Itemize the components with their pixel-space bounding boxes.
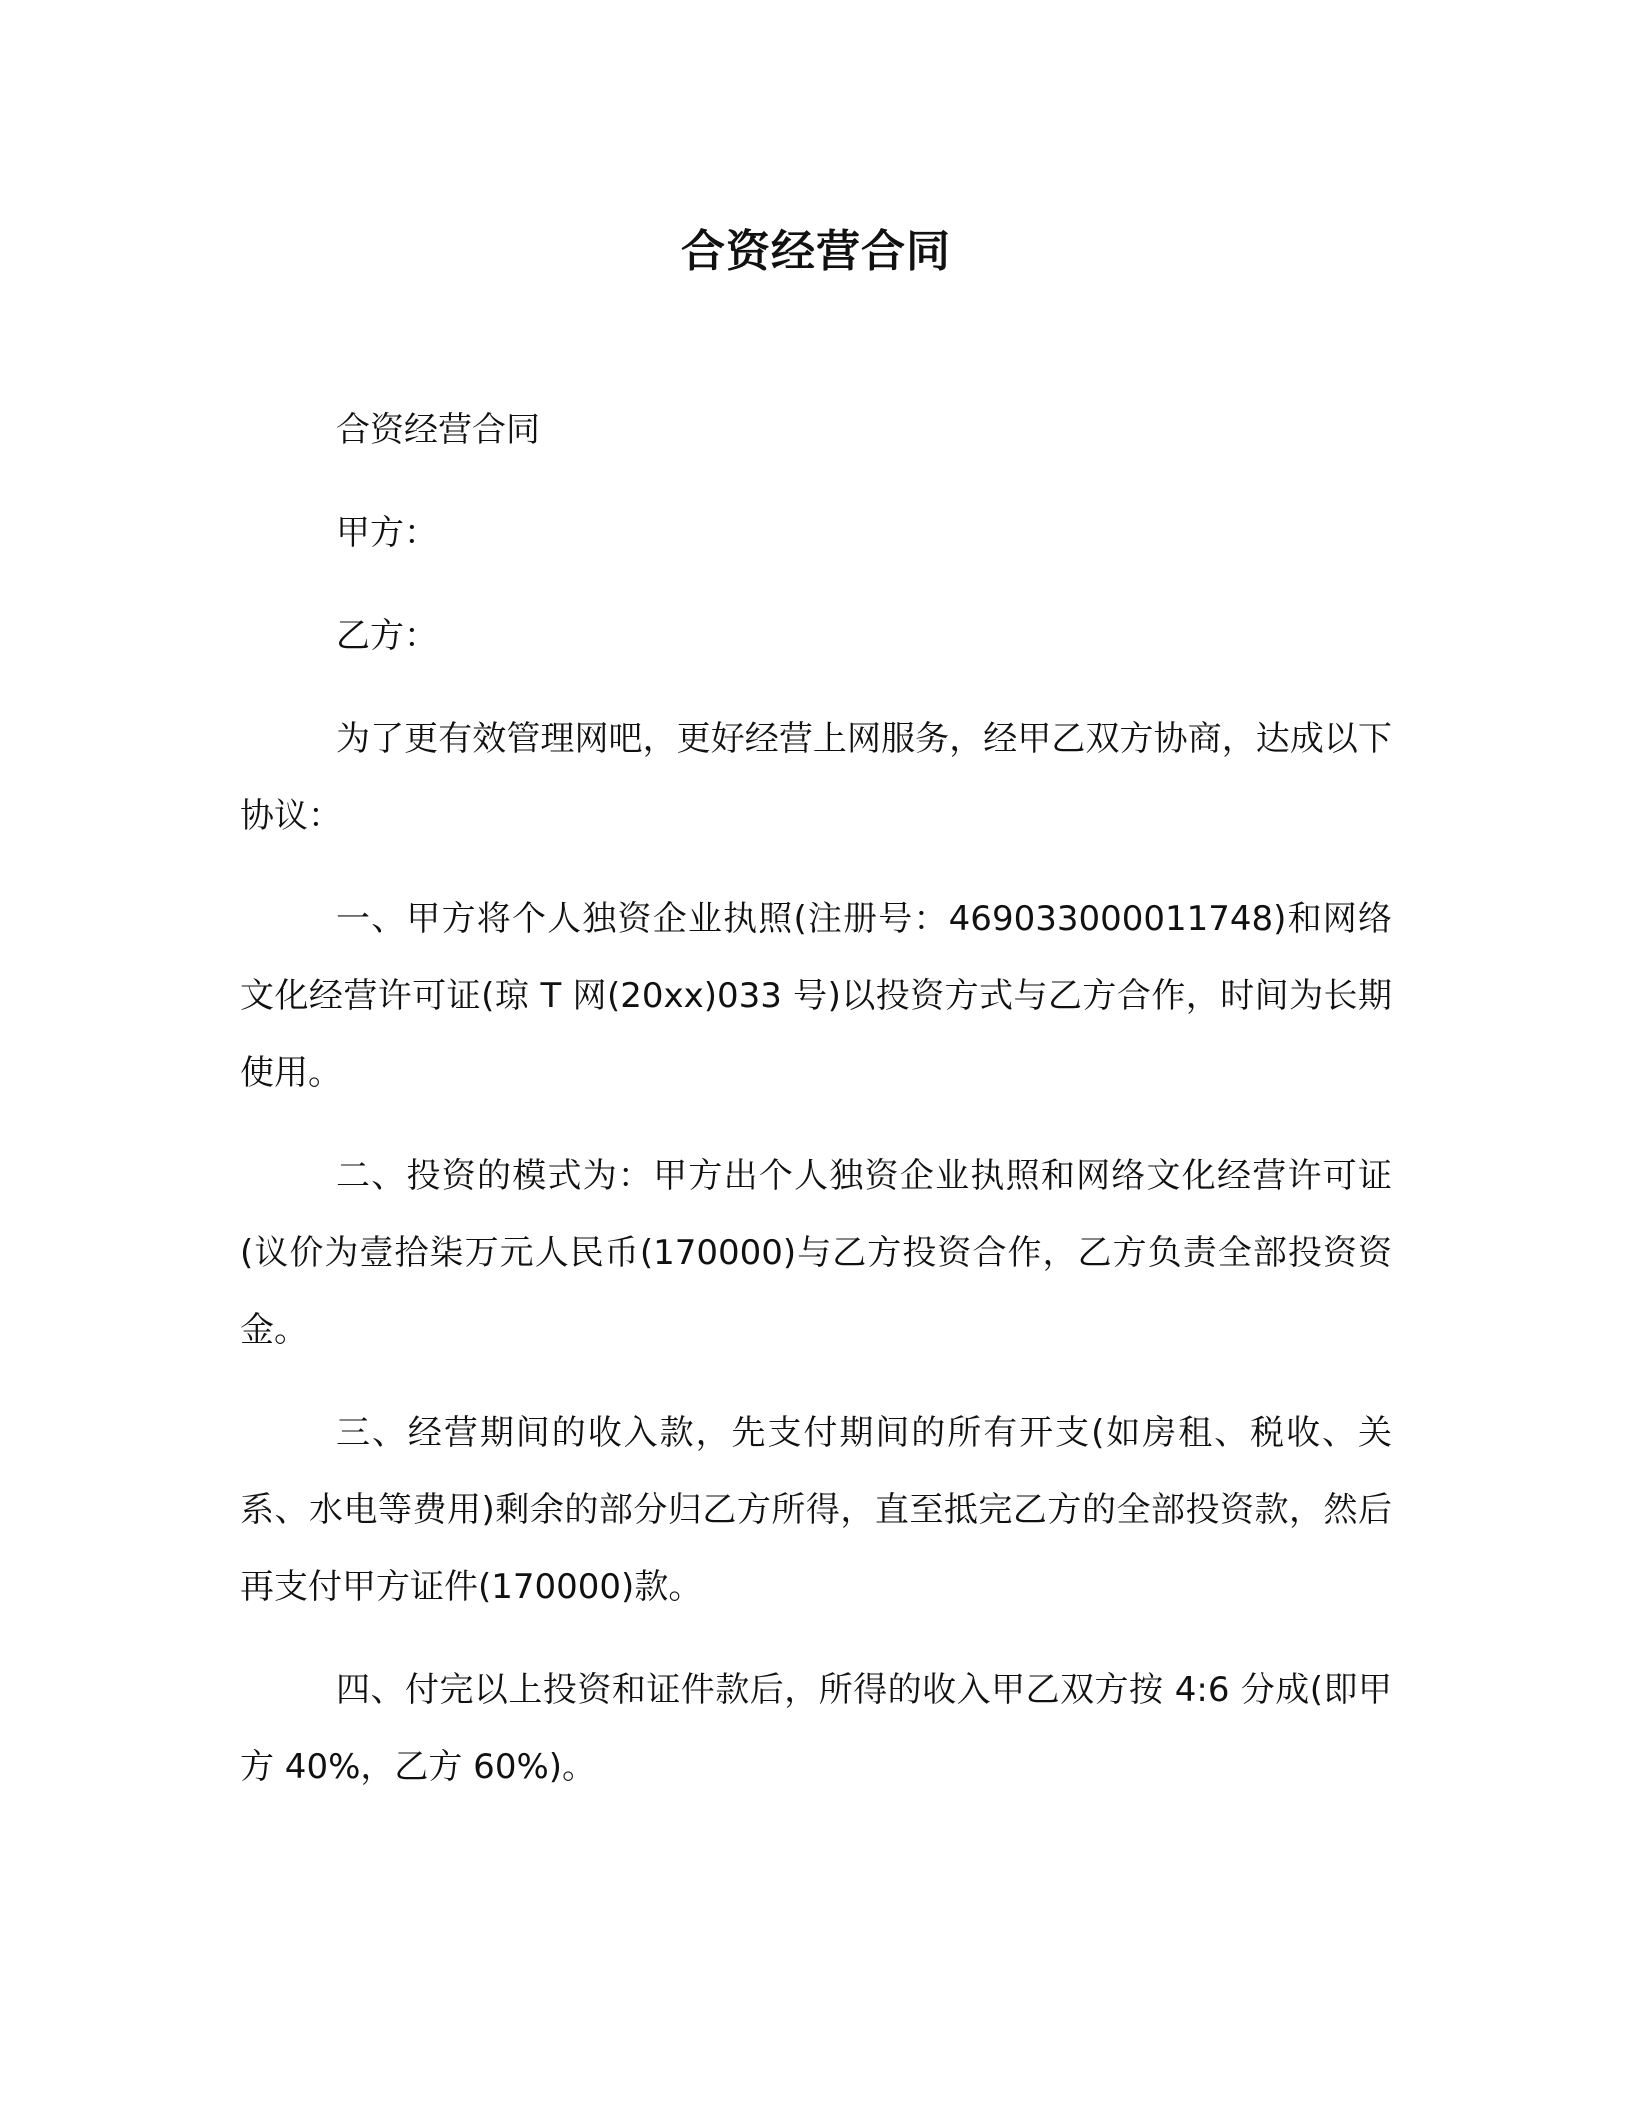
paragraph-heading: 合资经营合同 (336, 410, 540, 450)
document-body (240, 392, 1392, 1832)
paragraph-party-a: 甲方： (336, 513, 438, 553)
paragraph-clause-1: 一、甲方将个人独资企业执照(注册号：469033000011748)和网络文化经营许可证(琼 T 网(20xx)033 号)以投资方式与乙方合作，时间为长期使用。 (240, 899, 1392, 1093)
paragraph-clause-2: 二、投资的模式为：甲方出个人独资企业执照和网络文化经营许可证(议价为壹拾柒万元人民币(170000)与乙方投资合作，乙方负责全部投资资金。 (240, 1156, 1392, 1350)
paragraph-party-b: 乙方： (336, 616, 438, 656)
paragraph-clause-4: 四、付完以上投资和证件款后，所得的收入甲乙双方按 4:6 分成(即甲方 40%，乙方 60%)。 (240, 1670, 1392, 1787)
document-title: 合资经营合同 (681, 226, 951, 277)
paragraph-preamble: 为了更有效管理网吧，更好经营上网服务，经甲乙双方协商，达成以下协议： (240, 719, 1392, 836)
paragraph-clause-3: 三、经营期间的收入款，先支付期间的所有开支(如房租、税收、关系、水电等费用)剩余的部分归乙方所得，直至抵完乙方的全部投资款，然后再支付甲方证件(170000)款。 (240, 1413, 1392, 1607)
